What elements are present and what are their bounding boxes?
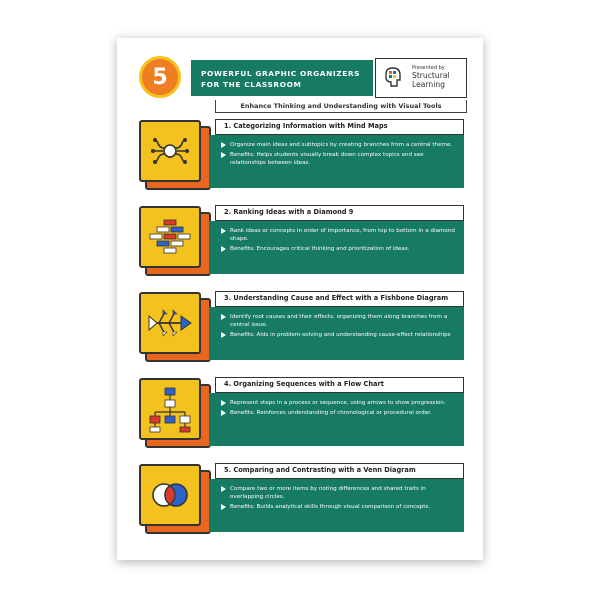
- card-title: 2. Ranking Ideas with a Diamond 9: [215, 205, 464, 221]
- poster: [117, 38, 483, 560]
- bullet-item: [221, 331, 458, 339]
- bullet-item: [221, 399, 458, 407]
- bullet-text: Benefits: Reinforces understanding of chronological or procedural order.: [230, 410, 432, 416]
- arrow-bullet-icon: [221, 503, 227, 511]
- bullet-item: [221, 151, 458, 167]
- bullet-text: Compare two or more items by noting differences and shared traits in overlapping circles.: [230, 486, 426, 500]
- bullet-item: [221, 409, 458, 417]
- title-line-2: FOR THE CLASSROOM: [201, 80, 302, 89]
- bullet-item: [221, 503, 458, 511]
- arrow-bullet-icon: [221, 399, 227, 407]
- card-body: [209, 221, 464, 274]
- brain-logo-icon: [382, 66, 404, 88]
- bullet-text: Benefits: Builds analytical skills through visual comparison of concepts.: [230, 504, 431, 510]
- card-body: [209, 393, 464, 446]
- bullet-text: Benefits: Aids in problem-solving and understanding cause-effect relationships: [230, 332, 451, 338]
- card-title: 3. Understanding Cause and Effect with a Fishbone Diagram: [215, 291, 464, 307]
- arrow-bullet-icon: [221, 141, 227, 149]
- logo-name-line-1: Structural: [412, 71, 450, 80]
- card-fishbone: [139, 292, 464, 362]
- card-diamond-9: [139, 206, 464, 276]
- bullet-text: Rank ideas or concepts in order of importance, from top to bottom in a diamond shape.: [230, 228, 455, 242]
- arrow-bullet-icon: [221, 245, 227, 253]
- flow-chart-icon: [139, 378, 201, 440]
- logo-name: [412, 72, 450, 89]
- card-title: 5. Comparing and Contrasting with a Venn Diagram: [215, 463, 464, 479]
- bullet-text: Organize main ideas and subtopics by creating branches from a central theme.: [230, 142, 453, 148]
- bullet-text: Benefits: Helps students visually break down complex topics and see relationships between ideas.: [230, 152, 424, 166]
- arrow-bullet-icon: [221, 331, 227, 339]
- bullet-text: Represent steps in a process or sequence, using arrows to show progression.: [230, 400, 446, 406]
- arrow-bullet-icon: [221, 313, 227, 321]
- card-venn-diagram: [139, 464, 464, 534]
- subtitle: Enhance Thinking and Understanding with Visual Tools: [215, 100, 467, 113]
- logo-presented-by: Presented by: [412, 65, 445, 71]
- card-body: [209, 307, 464, 360]
- arrow-bullet-icon: [221, 151, 227, 159]
- bullet-item: [221, 313, 458, 329]
- title-line-1: POWERFUL GRAPHIC ORGANIZERS: [201, 69, 361, 78]
- bullet-item: [221, 245, 458, 253]
- card-mind-maps: [139, 120, 464, 190]
- number-badge: [139, 56, 181, 98]
- bullet-text: Identify root causes and their effects, organizing them along branches from a central issue.: [230, 314, 448, 328]
- structural-learning-logo: [375, 58, 467, 98]
- card-flow-chart: [139, 378, 464, 448]
- bullet-text: Benefits: Encourages critical thinking and prioritization of ideas.: [230, 246, 410, 252]
- bullet-item: [221, 227, 458, 243]
- card-body: [209, 135, 464, 188]
- title-bar: [191, 60, 373, 96]
- diamond-9-icon: [139, 206, 201, 268]
- bullet-item: [221, 485, 458, 501]
- card-title: 4. Organizing Sequences with a Flow Chart: [215, 377, 464, 393]
- fishbone-icon: [139, 292, 201, 354]
- mind-map-icon: [139, 120, 201, 182]
- arrow-bullet-icon: [221, 227, 227, 235]
- arrow-bullet-icon: [221, 409, 227, 417]
- card-title: 1. Categorizing Information with Mind Maps: [215, 119, 464, 135]
- card-body: [209, 479, 464, 532]
- bullet-item: [221, 141, 458, 149]
- arrow-bullet-icon: [221, 485, 227, 493]
- badge-number: 5: [152, 64, 168, 90]
- venn-diagram-icon: [139, 464, 201, 526]
- logo-name-line-2: Learning: [412, 79, 445, 89]
